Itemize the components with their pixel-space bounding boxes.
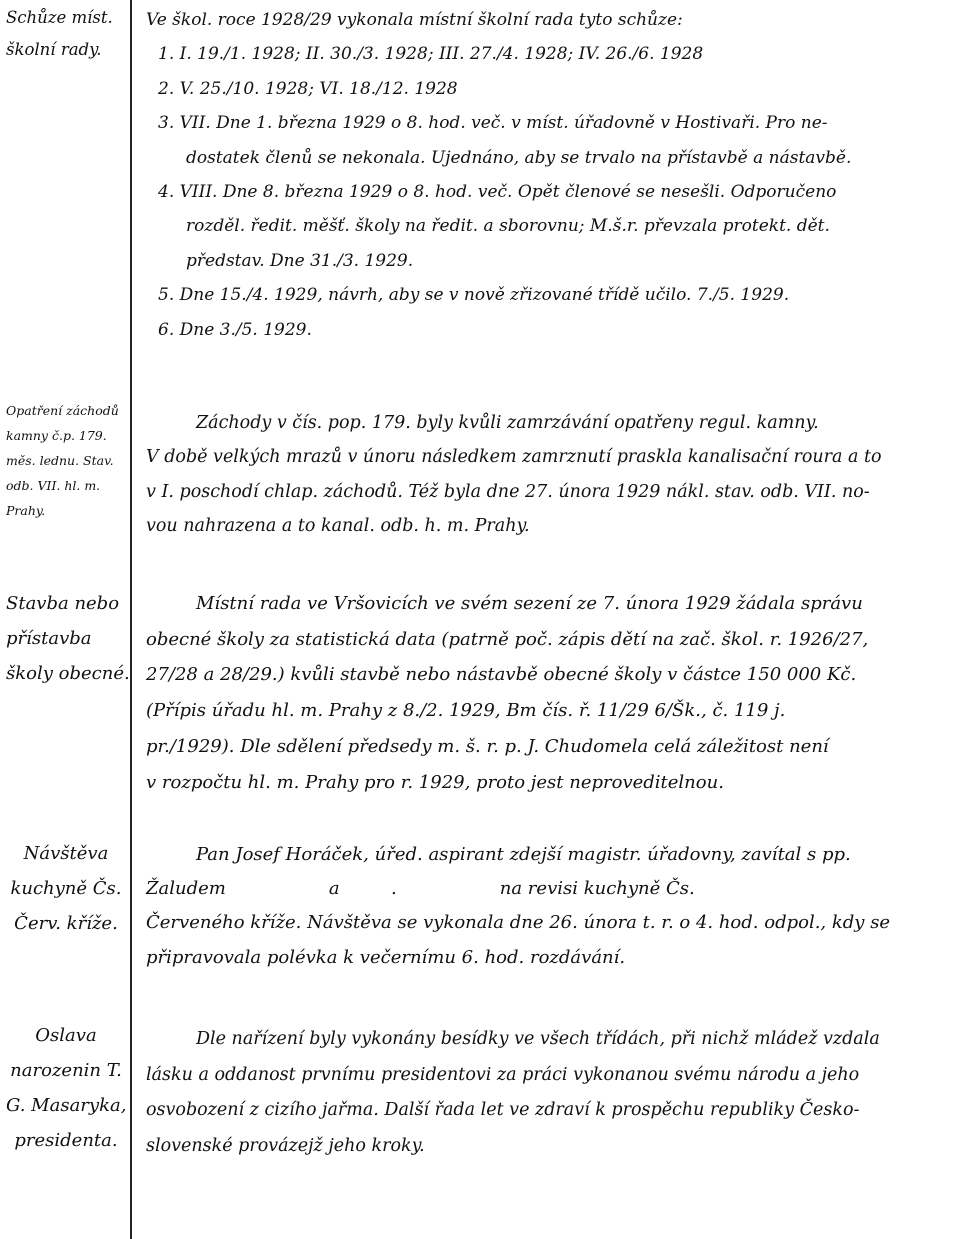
text-line: osvobození z cizího jařma. Další řada let ve zdraví k prospěchu republiky Česko- <box>146 1100 860 1121</box>
text-line: rozděl. ředit. měšť. školy na ředit. a sborovnu; M.š.r. převzala protekt. dět. <box>186 216 830 237</box>
margin-note-line: Prahy. <box>6 503 46 518</box>
margin-note-line: odb. VII. hl. m. <box>6 478 101 493</box>
text-line: vou nahrazena a to kanal. odb. h. m. Prahy. <box>146 515 530 536</box>
text-line: 2. V. 25./10. 1928; VI. 18./12. 1928 <box>158 78 458 99</box>
section-school-construction <box>146 586 952 800</box>
text-line: 4. VIII. Dne 8. března 1929 o 8. hod. več. Opět členové se nesešli. Odporučeno <box>158 182 837 203</box>
text-line: 1. I. 19./1. 1928; II. 30./3. 1928; III. 27./4. 1928; IV. 26./6. 1928 <box>158 44 704 65</box>
text-line: Červeného kříže. Návštěva se vykonala dne 26. února t. r. o 4. hod. odpol., kdy se <box>146 912 891 934</box>
margin-note-toilets <box>6 398 126 523</box>
margin-note-masaryk-birthday <box>6 1018 126 1158</box>
section-meetings <box>146 3 952 347</box>
text-line: 6. Dne 3./5. 1929. <box>158 319 312 340</box>
margin-note-line: měs. lednu. Stav. <box>6 453 114 468</box>
text-line: 5. Dne 15./4. 1929, návrh, aby se v nově zřizované třídě učilo. 7./5. 1929. <box>158 285 790 306</box>
section-toilets <box>146 406 952 543</box>
text-line: slovenské provázejž jeho kroky. <box>146 1135 425 1156</box>
section-masaryk-birthday <box>146 1022 952 1164</box>
text-line: dostatek členů se nekonala. Ujednáno, aby se trvalo na přístavbě a nástavbě. <box>186 147 852 168</box>
margin-note-line: Oslava <box>35 1025 97 1046</box>
text-line: lásku a oddanost prvnímu presidentovi za práci vykonanou svému národu a jeho <box>146 1064 860 1085</box>
text-line: Dle nařízení byly vykonány besídky ve všech třídách, při nichž mládež vzdala <box>196 1029 880 1049</box>
margin-note-line: Schůze míst. <box>6 8 113 27</box>
text-line: Místní rada ve Vršovicích ve svém sezení ze 7. února 1929 žádala správu <box>196 593 863 614</box>
margin-note-line: přístavba <box>6 628 92 649</box>
text-line: Žaludem a . na revisi kuchyně Čs. <box>146 878 695 900</box>
text-line: v I. poschodí chlap. záchodů. Též byla dne 27. února 1929 nákl. stav. odb. VII. no- <box>146 481 870 502</box>
text-line: V době velkých mrazů v únoru následkem zamrznutí praskla kanalisační roura a to <box>146 447 882 468</box>
text-line: obecné školy za statistická data (patrně poč. zápis dětí na zač. škol. r. 1926/27, <box>146 628 869 650</box>
margin-note-line: Stavba nebo <box>6 593 120 614</box>
text-line: představ. Dne 31./3. 1929. <box>186 250 414 271</box>
margin-note-line: kamny č.p. 179. <box>6 428 107 443</box>
margin-note-line: Červ. kříže. <box>14 913 118 934</box>
margin-note-line: G. Masaryka, <box>6 1095 127 1116</box>
margin-note-line: Návštěva <box>23 843 109 864</box>
text-line: připravovala polévka k večernímu 6. hod. rozdávání. <box>146 946 626 968</box>
text-line: Záchody v čís. pop. 179. byly kvůli zamrzávání opatřeny regul. kamny. <box>196 413 819 433</box>
margin-note-school-construction <box>6 586 130 691</box>
text-line: Pan Josef Horáček, úřed. aspirant zdejší magistr. úřadovny, zavítal s pp. <box>196 844 851 865</box>
margin-rule <box>130 0 132 1239</box>
margin-note-line: školní rady. <box>6 40 102 59</box>
margin-note-line: Opatření záchodů <box>6 403 119 418</box>
text-line: 3. VII. Dne 1. března 1929 o 8. hod. več. v míst. úřadovně v Hostivaři. Pro ne- <box>158 113 828 134</box>
text-line: 27/28 a 28/29.) kvůli stavbě nebo nástavbě obecné školy v částce 150 000 Kč. <box>146 664 857 686</box>
section-kitchen-visit <box>146 838 952 975</box>
text-line: pr./1929). Dle sdělení předsedy m. š. r. p. J. Chudomela celá záležitost není <box>146 735 829 757</box>
margin-note-line: narozenin T. <box>10 1060 122 1081</box>
margin-note-line: školy obecné. <box>6 663 130 684</box>
text-line: (Přípis úřadu hl. m. Prahy z 8./2. 1929, Bm čís. ř. 11/29 6/Šk., č. 119 j. <box>146 700 786 722</box>
text-line: v rozpočtu hl. m. Prahy pro r. 1929, proto jest neproveditelnou. <box>146 771 724 793</box>
margin-note-school-board-meetings <box>6 2 126 66</box>
margin-note-line: presidenta. <box>14 1130 118 1151</box>
text-line: Ve škol. roce 1928/29 vykonala místní školní rada tyto schůze: <box>146 10 683 30</box>
margin-note-kitchen-visit <box>6 836 126 941</box>
margin-note-line: kuchyně Čs. <box>10 878 122 899</box>
